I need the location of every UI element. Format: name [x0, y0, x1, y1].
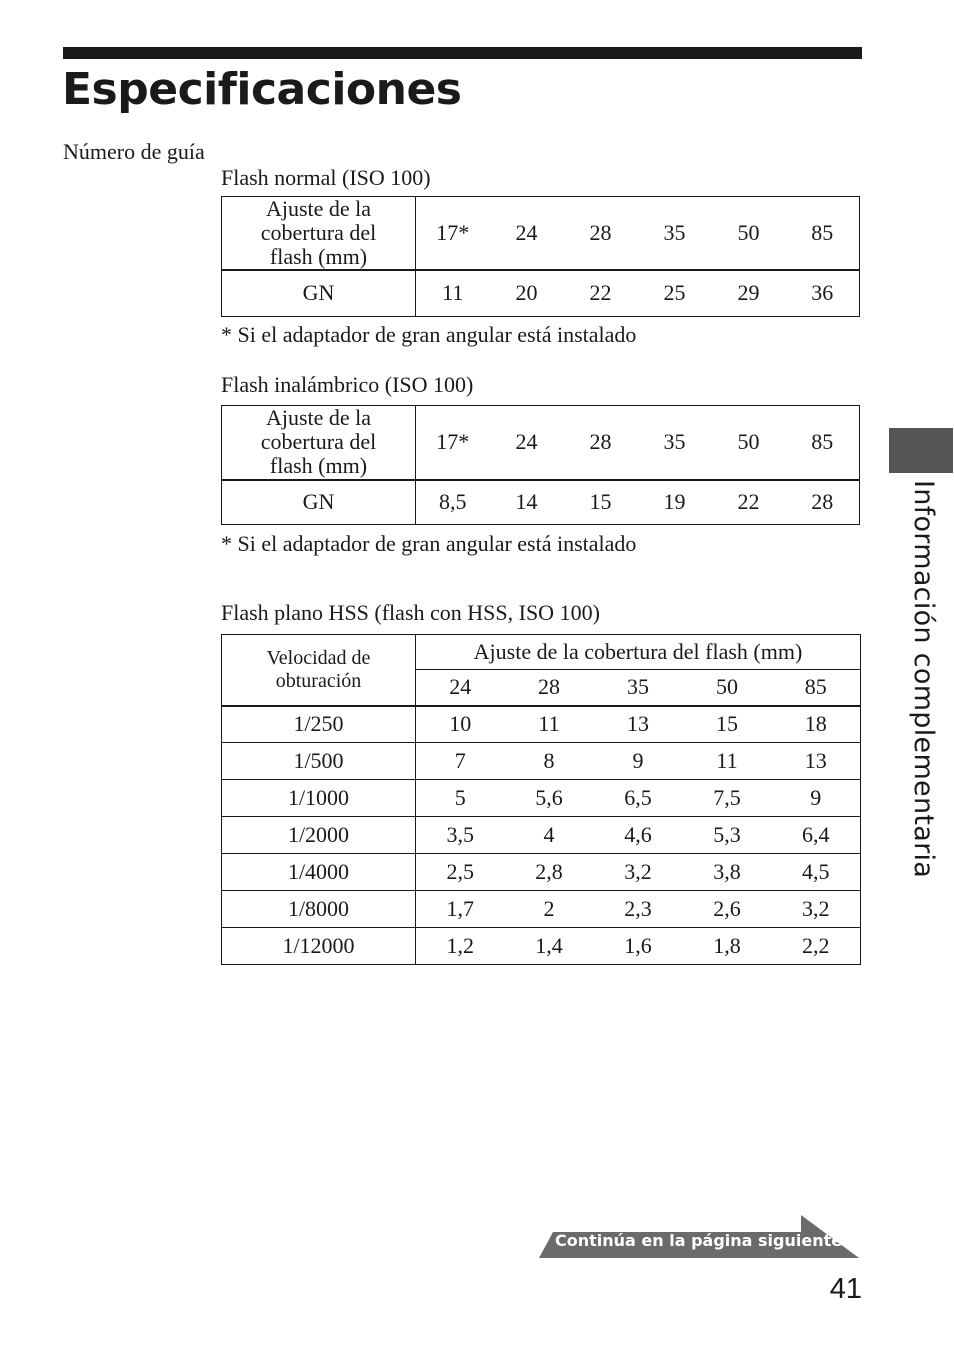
continue-label: Continúa en la página siguiente — [555, 1231, 843, 1250]
table-row — [222, 743, 861, 780]
coverage-header-line: Ajuste de la — [265, 405, 372, 431]
hss-header-row — [222, 635, 861, 670]
gn-label: GN — [222, 480, 416, 525]
coverage-cell: 35 — [594, 670, 683, 706]
gn-cell: 1,6 — [594, 928, 683, 965]
table-row — [222, 891, 861, 928]
gn-cell: 2,2 — [772, 928, 861, 965]
shutter-speed-cell: 1/500 — [222, 743, 416, 780]
table-row — [222, 706, 861, 743]
shutter-speed-cell: 1/250 — [222, 706, 416, 743]
coverage-cell: 24 — [490, 406, 564, 480]
shutter-speed-cell: 1/1000 — [222, 780, 416, 817]
gn-cell: 5,6 — [505, 780, 594, 817]
shutter-speed-cell: 1/12000 — [222, 928, 416, 965]
coverage-header-line: cobertura del — [260, 429, 377, 455]
gn-cell: 9 — [772, 780, 861, 817]
coverage-cell: 28 — [564, 197, 638, 271]
hss-flash-table — [221, 634, 861, 965]
gn-cell: 14 — [515, 489, 538, 515]
section-label: Número de guía — [63, 139, 205, 164]
gn-cell: 11 — [683, 743, 772, 780]
coverage-group-header: Ajuste de la cobertura del flash (mm) — [473, 639, 803, 664]
normal-flash-table — [221, 196, 860, 317]
gn-cell: 22 — [589, 280, 612, 306]
coverage-row — [222, 197, 860, 271]
table-row — [222, 854, 861, 891]
header-rule — [63, 47, 862, 59]
coverage-cell: 24 — [416, 670, 505, 706]
gn-cell: 36 — [811, 280, 834, 306]
gn-cell: 29 — [737, 280, 760, 306]
page-number: 41 — [829, 1273, 862, 1305]
shutter-speed-header — [222, 635, 416, 706]
gn-cell: 11 — [505, 706, 594, 743]
coverage-cell: 50 — [712, 406, 786, 480]
wireless-flash-caption: Flash inalámbrico (ISO 100) — [221, 372, 474, 397]
table-row — [222, 928, 861, 965]
coverage-cell: 35 — [638, 197, 712, 271]
coverage-header — [222, 197, 416, 271]
normal-footnote: * Si el adaptador de gran angular está instalado — [221, 322, 637, 347]
table-row — [222, 780, 861, 817]
gn-cell: 22 — [737, 489, 760, 515]
page-title: Especificaciones — [62, 64, 462, 115]
coverage-cell: 85 — [786, 406, 860, 480]
coverage-cell: 35 — [638, 406, 712, 480]
gn-cell: 2,6 — [683, 891, 772, 928]
gn-cell: 2,8 — [505, 854, 594, 891]
gn-cell: 2 — [505, 891, 594, 928]
section-tab-label: Información complementaria — [908, 480, 939, 879]
coverage-row — [222, 406, 860, 480]
coverage-cell: 28 — [505, 670, 594, 706]
wireless-flash-table — [221, 405, 860, 525]
gn-cell: 18 — [772, 706, 861, 743]
gn-cell: 3,5 — [416, 817, 505, 854]
gn-cell: 6,4 — [772, 817, 861, 854]
gn-cell: 8,5 — [439, 489, 467, 515]
coverage-cell: 17* — [416, 197, 490, 271]
gn-cell: 7,5 — [683, 780, 772, 817]
gn-cell: 4,6 — [594, 817, 683, 854]
gn-cell: 19 — [663, 489, 686, 515]
gn-cell: 3,8 — [683, 854, 772, 891]
gn-cell: 5,3 — [683, 817, 772, 854]
gn-cell: 6,5 — [594, 780, 683, 817]
coverage-header-line: Ajuste de la — [265, 196, 372, 221]
gn-cell: 15 — [589, 489, 612, 515]
gn-cell: 1,8 — [683, 928, 772, 965]
gn-cell: 4 — [505, 817, 594, 854]
gn-cell: 25 — [663, 280, 686, 306]
coverage-header-line: flash (mm) — [269, 244, 368, 269]
gn-cell: 2,3 — [594, 891, 683, 928]
gn-cell: 13 — [772, 743, 861, 780]
gn-row — [222, 270, 860, 316]
coverage-cell: 28 — [564, 406, 638, 480]
gn-cell: 7 — [416, 743, 505, 780]
coverage-header-line: cobertura del — [260, 220, 377, 245]
shutter-speed-header-line: obturación — [275, 669, 362, 692]
shutter-speed-cell: 1/8000 — [222, 891, 416, 928]
gn-row — [222, 480, 860, 525]
gn-cell: 11 — [442, 280, 464, 306]
gn-cell: 28 — [811, 489, 834, 515]
gn-cell: 8 — [505, 743, 594, 780]
coverage-header-line: flash (mm) — [269, 453, 368, 479]
wireless-footnote: * Si el adaptador de gran angular está instalado — [221, 531, 637, 556]
gn-cell: 3,2 — [772, 891, 861, 928]
shutter-speed-cell: 1/2000 — [222, 817, 416, 854]
gn-cell: 4,5 — [772, 854, 861, 891]
gn-label: GN — [222, 270, 416, 316]
section-tab-marker — [889, 428, 953, 473]
gn-cell: 5 — [416, 780, 505, 817]
gn-cell: 20 — [515, 280, 538, 306]
coverage-cell: 24 — [490, 197, 564, 271]
gn-cell: 1,7 — [416, 891, 505, 928]
gn-cell: 13 — [594, 706, 683, 743]
coverage-cell: 50 — [683, 670, 772, 706]
normal-flash-caption: Flash normal (ISO 100) — [221, 165, 431, 190]
coverage-cell: 17* — [416, 406, 490, 480]
hss-flash-caption: Flash plano HSS (flash con HSS, ISO 100) — [221, 600, 600, 625]
table-row — [222, 817, 861, 854]
gn-cell: 2,5 — [416, 854, 505, 891]
gn-cell: 1,2 — [416, 928, 505, 965]
continue-banner — [539, 1215, 859, 1258]
gn-cell: 15 — [683, 706, 772, 743]
shutter-speed-cell: 1/4000 — [222, 854, 416, 891]
gn-cell: 3,2 — [594, 854, 683, 891]
coverage-cell: 50 — [712, 197, 786, 271]
gn-cell: 1,4 — [505, 928, 594, 965]
coverage-header — [222, 406, 416, 480]
gn-cell: 9 — [594, 743, 683, 780]
coverage-cell: 85 — [786, 197, 860, 271]
shutter-speed-header-line: Velocidad de — [266, 646, 371, 669]
coverage-cell: 85 — [772, 670, 861, 706]
gn-cell: 10 — [416, 706, 505, 743]
